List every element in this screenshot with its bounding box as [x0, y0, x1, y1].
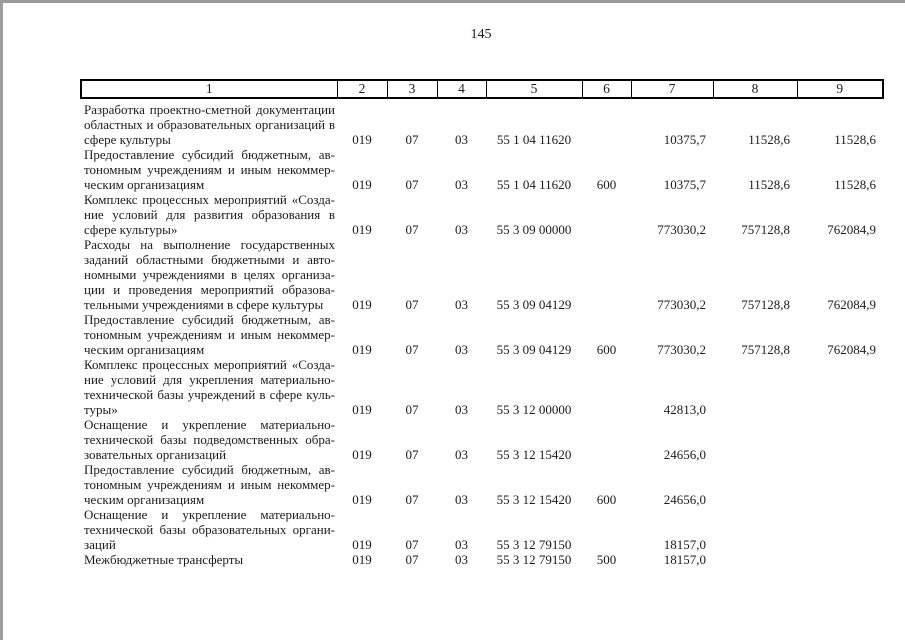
row-name-line: ческим организациям [84, 177, 205, 192]
row-name-cell [81, 312, 337, 357]
row-name-cell [81, 147, 337, 192]
cell-col8 [713, 462, 797, 507]
column-header-1: 1 [81, 80, 337, 98]
row-name-cell [81, 98, 337, 147]
cell-col6: 600 [596, 177, 617, 192]
cell-col8: 757128,8 [741, 297, 790, 312]
column-header-9: 9 [797, 80, 883, 98]
cell-col7: 18157,0 [663, 537, 706, 552]
row-name-line: технической базы учреждений в сфере куль- [84, 387, 335, 402]
cell-col8 [713, 507, 797, 552]
cell-col8: 11528,6 [748, 177, 790, 192]
cell-col7: 42813,0 [663, 402, 706, 417]
cell-col8: 11528,6 [748, 132, 790, 147]
row-name-line: тономным учреждениям и иным некоммер- [84, 477, 335, 492]
cell-col5: 55 3 12 79150 [496, 552, 572, 567]
cell-col8 [713, 417, 797, 462]
cell-col3: 07 [405, 537, 419, 552]
cell-col3: 07 [405, 447, 419, 462]
cell-col9: 762084,9 [827, 222, 876, 237]
cell-col7: 773030,2 [657, 342, 706, 357]
cell-col7: 773030,2 [657, 297, 706, 312]
cell-col4: 03 [455, 132, 468, 147]
row-name-line: ческим организациям [84, 342, 205, 357]
row-name-cell [81, 507, 337, 552]
cell-col5: 55 3 09 04129 [496, 297, 572, 312]
row-name-cell [81, 552, 337, 567]
cell-col3: 07 [405, 297, 419, 312]
cell-col3: 07 [405, 402, 419, 417]
cell-col9: 11528,6 [834, 177, 876, 192]
column-header-7: 7 [631, 80, 713, 98]
row-name-line: сфере культуры [84, 132, 171, 147]
table-row [81, 417, 883, 462]
row-name-line: Разработка проектно-сметной документации [84, 102, 335, 117]
column-header-5: 5 [486, 80, 582, 98]
cell-col7: 24656,0 [663, 447, 706, 462]
column-header-3: 3 [387, 80, 437, 98]
cell-col2: 019 [352, 492, 372, 507]
cell-col3: 07 [405, 342, 419, 357]
cell-col4: 03 [455, 447, 468, 462]
table-row [81, 98, 883, 147]
cell-col7: 18157,0 [663, 552, 706, 567]
cell-col8: 757128,8 [741, 342, 790, 357]
cell-col2: 019 [352, 447, 372, 462]
row-name-line: Оснащение и укрепление материально- [84, 507, 335, 522]
table-row [81, 192, 883, 237]
row-name-cell [81, 417, 337, 462]
row-name-line: Комплекс процессных мероприятий «Созда- [84, 192, 335, 207]
row-name-line: Предоставление субсидий бюджетным, ав- [84, 312, 335, 327]
cell-col9 [797, 417, 883, 462]
table-row [81, 552, 883, 567]
cell-col5: 55 1 04 11620 [496, 177, 572, 192]
cell-col5: 55 3 09 00000 [496, 222, 572, 237]
cell-col6 [582, 192, 631, 237]
cell-col8 [713, 357, 797, 417]
row-name-cell [81, 237, 337, 312]
cell-col5: 55 3 12 15420 [496, 492, 572, 507]
table-body [81, 98, 883, 567]
table-row [81, 312, 883, 357]
row-name-line: ческим организациям [84, 492, 205, 507]
row-name-line: областных и образовательных организаций в [84, 117, 335, 132]
cell-col6 [582, 237, 631, 312]
table-header [81, 80, 883, 98]
column-header-2: 2 [337, 80, 387, 98]
row-name-line: Предоставление субсидий бюджетным, ав- [84, 462, 335, 477]
cell-col7: 10375,7 [663, 132, 706, 147]
row-name-line: технической базы подведомственных обра- [84, 432, 335, 447]
cell-col8 [713, 552, 797, 567]
cell-col6 [582, 507, 631, 552]
row-name-line: сфере культуры» [84, 222, 178, 237]
row-name-line: ние условий для укрепления материально- [84, 372, 335, 387]
row-name-line: туры» [84, 402, 118, 417]
row-name-cell [81, 192, 337, 237]
cell-col4: 03 [455, 342, 468, 357]
row-name-line: Комплекс процессных мероприятий «Созда- [84, 357, 335, 372]
row-name-line: номными учреждениями в целях организа- [84, 267, 335, 282]
cell-col4: 03 [455, 177, 468, 192]
cell-col3: 07 [405, 492, 419, 507]
row-name-line: Межбюджетные трансферты [84, 552, 244, 567]
cell-col6 [582, 417, 631, 462]
row-name-line: ции и проведения мероприятий образова- [84, 282, 335, 297]
column-header-4: 4 [437, 80, 486, 98]
cell-col3: 07 [405, 177, 419, 192]
table-header-row [81, 80, 883, 98]
cell-col9: 762084,9 [827, 342, 876, 357]
row-name-line: Оснащение и укрепление материально- [84, 417, 335, 432]
row-name-line: тономным учреждениям и иным некоммер- [84, 327, 335, 342]
table-row [81, 507, 883, 552]
cell-col6: 500 [596, 552, 617, 567]
cell-col6: 600 [596, 342, 617, 357]
row-name-cell [81, 462, 337, 507]
column-header-8: 8 [713, 80, 797, 98]
cell-col2: 019 [352, 552, 372, 567]
cell-col9 [797, 552, 883, 567]
table-row [81, 462, 883, 507]
row-name-line: Расходы на выполнение государственных [84, 237, 335, 252]
cell-col5: 55 3 12 79150 [496, 537, 572, 552]
cell-col9 [797, 507, 883, 552]
row-name-line: тельными учреждениями в сфере культуры [84, 297, 324, 312]
row-name-line: зовательных организаций [84, 447, 227, 462]
cell-col2: 019 [352, 222, 372, 237]
cell-col7: 773030,2 [657, 222, 706, 237]
cell-col2: 019 [352, 297, 372, 312]
cell-col9: 762084,9 [827, 297, 876, 312]
cell-col9 [797, 462, 883, 507]
cell-col5: 55 3 12 15420 [496, 447, 572, 462]
cell-col4: 03 [455, 297, 468, 312]
cell-col9: 11528,6 [834, 132, 876, 147]
cell-col7: 24656,0 [663, 492, 706, 507]
cell-col8: 757128,8 [741, 222, 790, 237]
page-number: 145 [470, 27, 492, 42]
cell-col7: 10375,7 [663, 177, 706, 192]
cell-col5: 55 3 12 00000 [496, 402, 572, 417]
table-row [81, 237, 883, 312]
row-name-cell [81, 357, 337, 417]
cell-col6 [582, 98, 631, 147]
cell-col2: 019 [352, 342, 372, 357]
budget-table [80, 79, 884, 567]
cell-col3: 07 [405, 552, 419, 567]
cell-col4: 03 [455, 222, 468, 237]
cell-col6 [582, 357, 631, 417]
row-name-line: заций [84, 537, 116, 552]
cell-col5: 55 3 09 04129 [496, 342, 572, 357]
row-name-line: тономным учреждениям и иным некоммер- [84, 162, 335, 177]
column-header-6: 6 [582, 80, 631, 98]
cell-col2: 019 [352, 132, 372, 147]
cell-col9 [797, 357, 883, 417]
cell-col4: 03 [455, 537, 468, 552]
row-name-line: ние условий для развития образования в [84, 207, 335, 222]
cell-col6: 600 [596, 492, 617, 507]
cell-col4: 03 [455, 492, 468, 507]
cell-col4: 03 [455, 402, 468, 417]
cell-col2: 019 [352, 402, 372, 417]
cell-col3: 07 [405, 222, 419, 237]
table-row [81, 357, 883, 417]
row-name-line: Предоставление субсидий бюджетным, ав- [84, 147, 335, 162]
row-name-line: технической базы образовательных органи- [84, 522, 335, 537]
cell-col3: 07 [405, 132, 419, 147]
cell-col5: 55 1 04 11620 [496, 132, 572, 147]
cell-col2: 019 [352, 537, 372, 552]
cell-col4: 03 [455, 552, 468, 567]
cell-col2: 019 [352, 177, 372, 192]
table-row [81, 147, 883, 192]
row-name-line: заданий областными бюджетными и авто- [84, 252, 335, 267]
